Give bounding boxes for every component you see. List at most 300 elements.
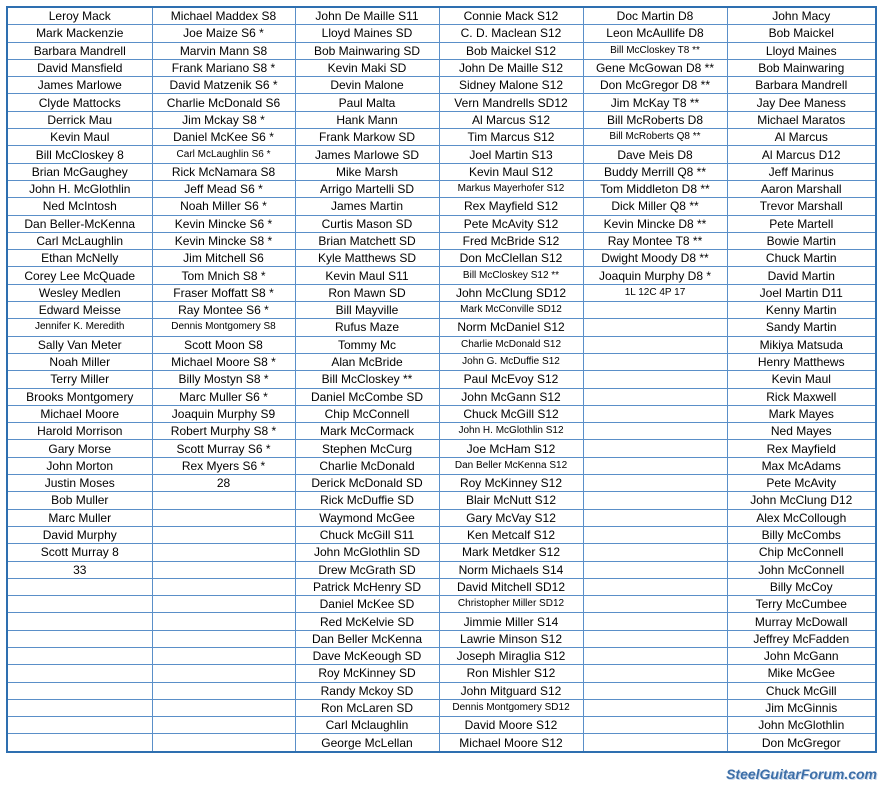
table-cell	[583, 526, 727, 543]
table-cell: Corey Lee McQuade	[7, 267, 152, 284]
table-cell: Jimmie Miller S14	[439, 613, 583, 630]
table-cell: Frank Markow SD	[295, 129, 439, 146]
table-cell: Mark McCormack	[295, 423, 439, 440]
table-cell: Clyde Mattocks	[7, 94, 152, 111]
table-cell	[583, 717, 727, 734]
table-cell	[152, 682, 295, 699]
table-row	[7, 475, 876, 492]
table-cell	[152, 734, 295, 752]
table-cell: Harold Morrison	[7, 423, 152, 440]
table-row	[7, 163, 876, 180]
table-cell	[7, 665, 152, 682]
table-cell: Ethan McNelly	[7, 250, 152, 267]
table-cell: Billy McCombs	[727, 526, 876, 543]
table-row	[7, 717, 876, 734]
table-cell	[583, 596, 727, 613]
table-cell: Markus Mayerhofer S12	[439, 180, 583, 197]
table-cell	[583, 388, 727, 405]
table-cell: Leon McAullife D8	[583, 25, 727, 42]
table-cell: 1L 12C 4P 17	[583, 284, 727, 301]
table-cell: Derrick Mau	[7, 111, 152, 128]
table-cell: Kevin Mincke S6 *	[152, 215, 295, 232]
table-cell	[583, 457, 727, 474]
site-watermark: SteelGuitarForum.com	[726, 766, 877, 782]
table-cell	[152, 630, 295, 647]
table-cell: Marc Muller S6 *	[152, 388, 295, 405]
table-cell: Bob Maickel S12	[439, 42, 583, 59]
table-cell	[583, 699, 727, 716]
table-cell: John H. McGlothlin S12	[439, 423, 583, 440]
table-cell	[7, 699, 152, 716]
table-cell: Kenny Martin	[727, 302, 876, 319]
table-cell: John McGlothlin	[727, 717, 876, 734]
table-cell: Terry McCumbee	[727, 596, 876, 613]
table-row	[7, 613, 876, 630]
table-cell: Dwight Moody D8 **	[583, 250, 727, 267]
table-cell: Don McGregor	[727, 734, 876, 752]
table-cell: Rick McDuffie SD	[295, 492, 439, 509]
table-cell: Don McClellan S12	[439, 250, 583, 267]
table-row	[7, 630, 876, 647]
table-cell: George McLellan	[295, 734, 439, 752]
table-cell: Charlie McDonald S12	[439, 336, 583, 353]
table-row	[7, 371, 876, 388]
table-cell	[7, 647, 152, 664]
table-row	[7, 423, 876, 440]
table-cell: John Mitguard S12	[439, 682, 583, 699]
table-cell: Joaquin Murphy S9	[152, 405, 295, 422]
table-cell: Kyle Matthews SD	[295, 250, 439, 267]
table-row	[7, 578, 876, 595]
table-cell: 33	[7, 561, 152, 578]
table-cell: Frank Mariano S8 *	[152, 59, 295, 76]
table-cell: Brian McGaughey	[7, 163, 152, 180]
table-row	[7, 353, 876, 370]
table-cell	[583, 509, 727, 526]
table-cell: Kevin Maul	[727, 371, 876, 388]
table-cell: Kevin Maul S12	[439, 163, 583, 180]
table-cell: Bill McRoberts Q8 **	[583, 129, 727, 146]
table-cell: Lloyd Maines SD	[295, 25, 439, 42]
table-cell: Mark Mayes	[727, 405, 876, 422]
table-cell: Max McAdams	[727, 457, 876, 474]
table-cell	[583, 492, 727, 509]
table-cell: Ned Mayes	[727, 423, 876, 440]
table-cell	[583, 734, 727, 752]
table-row	[7, 526, 876, 543]
table-cell: Alan McBride	[295, 353, 439, 370]
table-cell: Sidney Malone S12	[439, 77, 583, 94]
table-cell: Michael Moore S8 *	[152, 353, 295, 370]
table-cell: Vern Mandrells SD12	[439, 94, 583, 111]
table-cell: Justin Moses	[7, 475, 152, 492]
table-cell: Wesley Medlen	[7, 284, 152, 301]
table-cell: Waymond McGee	[295, 509, 439, 526]
names-table	[6, 6, 877, 753]
table-cell: John H. McGlothlin	[7, 180, 152, 197]
table-cell: Tommy Mc	[295, 336, 439, 353]
table-cell: Chuck McGill S12	[439, 405, 583, 422]
table-row	[7, 561, 876, 578]
table-cell: Jim McKay T8 **	[583, 94, 727, 111]
table-cell: Rick Maxwell	[727, 388, 876, 405]
table-row	[7, 405, 876, 422]
table-cell: John G. McDuffie S12	[439, 353, 583, 370]
table-cell: Daniel McCombe SD	[295, 388, 439, 405]
table-cell: Derick McDonald SD	[295, 475, 439, 492]
table-cell	[152, 613, 295, 630]
table-cell: Pete Martell	[727, 215, 876, 232]
table-cell: Alex McCollough	[727, 509, 876, 526]
table-cell: Mike Marsh	[295, 163, 439, 180]
table-cell: Jim Mitchell S6	[152, 250, 295, 267]
table-cell: Paul Malta	[295, 94, 439, 111]
table-cell: Chuck Martin	[727, 250, 876, 267]
table-cell	[152, 544, 295, 561]
table-cell	[152, 699, 295, 716]
table-cell: John McClung SD12	[439, 284, 583, 301]
table-cell: Dick Miller Q8 **	[583, 198, 727, 215]
table-cell: 28	[152, 475, 295, 492]
table-cell: Gary McVay S12	[439, 509, 583, 526]
table-cell: Don McGregor D8 **	[583, 77, 727, 94]
table-cell: Paul McEvoy S12	[439, 371, 583, 388]
table-cell: David Murphy	[7, 526, 152, 543]
table-cell: Tim Marcus S12	[439, 129, 583, 146]
table-cell: Bill McCloskey S12 **	[439, 267, 583, 284]
table-row	[7, 250, 876, 267]
table-cell: Ken Metcalf S12	[439, 526, 583, 543]
table-cell: Dan Beller McKenna S12	[439, 457, 583, 474]
table-cell: Robert Murphy S8 *	[152, 423, 295, 440]
table-cell	[7, 682, 152, 699]
table-cell: Jeffrey McFadden	[727, 630, 876, 647]
table-cell	[583, 423, 727, 440]
table-cell: Henry Matthews	[727, 353, 876, 370]
table-row	[7, 457, 876, 474]
table-cell: Devin Malone	[295, 77, 439, 94]
table-cell: Mark McConville SD12	[439, 302, 583, 319]
table-row	[7, 146, 876, 163]
table-row	[7, 284, 876, 301]
table-cell: Barbara Mandrell	[7, 42, 152, 59]
table-cell: John McClung D12	[727, 492, 876, 509]
table-cell: Kevin Mincke S8 *	[152, 232, 295, 249]
table-cell	[583, 440, 727, 457]
table-cell: Fraser Moffatt S8 *	[152, 284, 295, 301]
table-cell	[7, 596, 152, 613]
table-cell: David Moore S12	[439, 717, 583, 734]
table-cell: Stephen McCurg	[295, 440, 439, 457]
table-cell: Bowie Martin	[727, 232, 876, 249]
table-cell	[583, 561, 727, 578]
table-cell: Jim Mckay S8 *	[152, 111, 295, 128]
table-row	[7, 647, 876, 664]
table-cell: Dave Meis D8	[583, 146, 727, 163]
table-row	[7, 509, 876, 526]
table-row	[7, 267, 876, 284]
table-row	[7, 77, 876, 94]
table-cell	[152, 578, 295, 595]
table-cell: Arrigo Martelli SD	[295, 180, 439, 197]
table-cell: Mark Mackenzie	[7, 25, 152, 42]
table-row	[7, 111, 876, 128]
table-cell: Chuck McGill S11	[295, 526, 439, 543]
table-cell	[583, 371, 727, 388]
table-row	[7, 180, 876, 197]
table-cell	[583, 544, 727, 561]
table-cell: Daniel McKee SD	[295, 596, 439, 613]
table-cell: Aaron Marshall	[727, 180, 876, 197]
table-row	[7, 734, 876, 752]
table-cell: Gary Morse	[7, 440, 152, 457]
table-cell: Jeff Marinus	[727, 163, 876, 180]
table-cell: Joaquin Murphy D8 *	[583, 267, 727, 284]
table-cell: Mike McGee	[727, 665, 876, 682]
table-cell	[152, 665, 295, 682]
table-cell: John McConnell	[727, 561, 876, 578]
table-cell: Marc Muller	[7, 509, 152, 526]
table-cell: Hank Mann	[295, 111, 439, 128]
table-row	[7, 42, 876, 59]
table-cell: Charlie McDonald S6	[152, 94, 295, 111]
table-cell: Ned McIntosh	[7, 198, 152, 215]
table-cell	[152, 492, 295, 509]
table-cell: Doc Martin D8	[583, 7, 727, 25]
table-cell: Bill McCloskey **	[295, 371, 439, 388]
table-cell: Jim McGinnis	[727, 699, 876, 716]
table-cell: Roy McKinney S12	[439, 475, 583, 492]
table-cell: Sandy Martin	[727, 319, 876, 336]
table-cell	[7, 717, 152, 734]
table-cell: Dennis Montgomery SD12	[439, 699, 583, 716]
table-cell: Jay Dee Maness	[727, 94, 876, 111]
table-cell: Rex Myers S6 *	[152, 457, 295, 474]
table-cell: Lloyd Maines	[727, 42, 876, 59]
table-cell: C. D. Maclean S12	[439, 25, 583, 42]
table-cell: Sally Van Meter	[7, 336, 152, 353]
table-cell: Norm McDaniel S12	[439, 319, 583, 336]
table-cell: Dan Beller McKenna	[295, 630, 439, 647]
table-cell: Jennifer K. Meredith	[7, 319, 152, 336]
table-cell	[152, 526, 295, 543]
table-cell: Mark Metdker S12	[439, 544, 583, 561]
table-cell: John McGann S12	[439, 388, 583, 405]
table-cell: Bill McRoberts D8	[583, 111, 727, 128]
table-cell: Marvin Mann S8	[152, 42, 295, 59]
table-cell: Scott Murray 8	[7, 544, 152, 561]
table-row	[7, 544, 876, 561]
table-row	[7, 492, 876, 509]
table-cell: Murray McDowall	[727, 613, 876, 630]
table-cell: John Macy	[727, 7, 876, 25]
table-cell: Joseph Miraglia S12	[439, 647, 583, 664]
table-cell: Edward Meisse	[7, 302, 152, 319]
table-cell: Pete McAvity S12	[439, 215, 583, 232]
table-cell: Chip McConnell	[727, 544, 876, 561]
table-cell: David Matzenik S6 *	[152, 77, 295, 94]
table-row	[7, 665, 876, 682]
table-cell: Al Marcus D12	[727, 146, 876, 163]
table-cell: Ron McLaren SD	[295, 699, 439, 716]
table-cell	[7, 578, 152, 595]
table-cell: Kevin Maki SD	[295, 59, 439, 76]
table-cell: Joel Martin S13	[439, 146, 583, 163]
table-cell	[152, 596, 295, 613]
table-cell: Pete McAvity	[727, 475, 876, 492]
table-cell: Al Marcus S12	[439, 111, 583, 128]
table-row	[7, 440, 876, 457]
table-row	[7, 319, 876, 336]
table-cell: Red McKelvie SD	[295, 613, 439, 630]
table-cell	[583, 336, 727, 353]
table-cell	[583, 647, 727, 664]
table-cell	[583, 682, 727, 699]
table-cell: Kevin Maul	[7, 129, 152, 146]
table-cell: Tom Middleton D8 **	[583, 180, 727, 197]
table-cell: John McGlothlin SD	[295, 544, 439, 561]
table-cell: Michael Maddex S8	[152, 7, 295, 25]
table-row	[7, 7, 876, 25]
table-cell: Chip McConnell	[295, 405, 439, 422]
table-cell: Kevin Mincke D8 **	[583, 215, 727, 232]
table-cell: Curtis Mason SD	[295, 215, 439, 232]
table-cell: David Mansfield	[7, 59, 152, 76]
table-cell: Charlie McDonald	[295, 457, 439, 474]
table-cell: Connie Mack S12	[439, 7, 583, 25]
table-cell	[583, 302, 727, 319]
table-cell: Bill McCloskey T8 **	[583, 42, 727, 59]
table-row	[7, 302, 876, 319]
table-cell: Carl Mclaughlin	[295, 717, 439, 734]
table-row	[7, 25, 876, 42]
table-cell: Blair McNutt S12	[439, 492, 583, 509]
table-cell: Barbara Mandrell	[727, 77, 876, 94]
table-cell: John McGann	[727, 647, 876, 664]
table-cell: Noah Miller	[7, 353, 152, 370]
table-cell	[152, 647, 295, 664]
table-cell: James Marlowe	[7, 77, 152, 94]
table-cell: Joe McHam S12	[439, 440, 583, 457]
table-cell: Dennis Montgomery S8	[152, 319, 295, 336]
table-row	[7, 129, 876, 146]
table-cell: Bob Maickel	[727, 25, 876, 42]
table-cell: Scott Moon S8	[152, 336, 295, 353]
table-cell: Roy McKinney SD	[295, 665, 439, 682]
table-row	[7, 198, 876, 215]
table-cell: Christopher Miller SD12	[439, 596, 583, 613]
table-cell: Bob Mainwaring SD	[295, 42, 439, 59]
table-cell: John De Maille S11	[295, 7, 439, 25]
table-cell: Michael Moore S12	[439, 734, 583, 752]
table-cell: Ray Montee T8 **	[583, 232, 727, 249]
table-row	[7, 388, 876, 405]
table-cell	[583, 405, 727, 422]
table-cell: Patrick McHenry SD	[295, 578, 439, 595]
table-cell: Trevor Marshall	[727, 198, 876, 215]
table-cell: Brian Matchett SD	[295, 232, 439, 249]
table-cell	[583, 475, 727, 492]
table-cell: Noah Miller S6 *	[152, 198, 295, 215]
table-row	[7, 232, 876, 249]
table-cell: Brooks Montgomery	[7, 388, 152, 405]
table-cell	[152, 561, 295, 578]
table-cell: David Mitchell SD12	[439, 578, 583, 595]
table-cell	[152, 509, 295, 526]
table-row	[7, 59, 876, 76]
table-cell: Ray Montee S6 *	[152, 302, 295, 319]
table-cell: Randy Mckoy SD	[295, 682, 439, 699]
table-cell: Drew McGrath SD	[295, 561, 439, 578]
table-cell: Buddy Merrill Q8 **	[583, 163, 727, 180]
table-cell: Billy McCoy	[727, 578, 876, 595]
table-cell	[583, 665, 727, 682]
names-table-body	[7, 7, 876, 752]
table-cell: Daniel McKee S6 *	[152, 129, 295, 146]
table-cell: Jeff Mead S6 *	[152, 180, 295, 197]
table-cell: Bob Mainwaring	[727, 59, 876, 76]
table-cell: John Morton	[7, 457, 152, 474]
table-row	[7, 94, 876, 111]
table-cell: Michael Moore	[7, 405, 152, 422]
table-cell: Leroy Mack	[7, 7, 152, 25]
table-row	[7, 682, 876, 699]
table-cell: Ron Mishler S12	[439, 665, 583, 682]
table-cell: James Marlowe SD	[295, 146, 439, 163]
table-cell: Tom Mnich S8 *	[152, 267, 295, 284]
table-cell: Dan Beller-McKenna	[7, 215, 152, 232]
table-cell: David Martin	[727, 267, 876, 284]
table-cell	[7, 630, 152, 647]
table-cell: Michael Maratos	[727, 111, 876, 128]
table-cell	[583, 578, 727, 595]
table-cell	[583, 630, 727, 647]
table-cell: Fred McBride S12	[439, 232, 583, 249]
table-cell	[583, 613, 727, 630]
table-cell: Lawrie Minson S12	[439, 630, 583, 647]
table-cell: Rex Mayfield S12	[439, 198, 583, 215]
table-cell: Billy Mostyn S8 *	[152, 371, 295, 388]
table-cell	[583, 319, 727, 336]
table-cell: Joe Maize S6 *	[152, 25, 295, 42]
table-row	[7, 215, 876, 232]
table-cell: Al Marcus	[727, 129, 876, 146]
table-cell: Mikiya Matsuda	[727, 336, 876, 353]
table-cell: Bill McCloskey 8	[7, 146, 152, 163]
table-cell: Bill Mayville	[295, 302, 439, 319]
table-cell: Bob Muller	[7, 492, 152, 509]
table-row	[7, 699, 876, 716]
table-cell: James Martin	[295, 198, 439, 215]
table-cell: Chuck McGill	[727, 682, 876, 699]
table-cell: Rick McNamara S8	[152, 163, 295, 180]
table-cell: Terry Miller	[7, 371, 152, 388]
table-cell	[583, 353, 727, 370]
table-cell: John De Maille S12	[439, 59, 583, 76]
table-cell: Rex Mayfield	[727, 440, 876, 457]
table-cell: Kevin Maul S11	[295, 267, 439, 284]
table-row	[7, 596, 876, 613]
table-cell: Rufus Maze	[295, 319, 439, 336]
table-cell: Scott Murray S6 *	[152, 440, 295, 457]
table-cell: Joel Martin D11	[727, 284, 876, 301]
table-cell: Dave McKeough SD	[295, 647, 439, 664]
table-cell	[7, 734, 152, 752]
table-cell: Norm Michaels S14	[439, 561, 583, 578]
table-cell: Ron Mawn SD	[295, 284, 439, 301]
table-cell: Carl McLaughlin S6 *	[152, 146, 295, 163]
table-cell	[152, 717, 295, 734]
